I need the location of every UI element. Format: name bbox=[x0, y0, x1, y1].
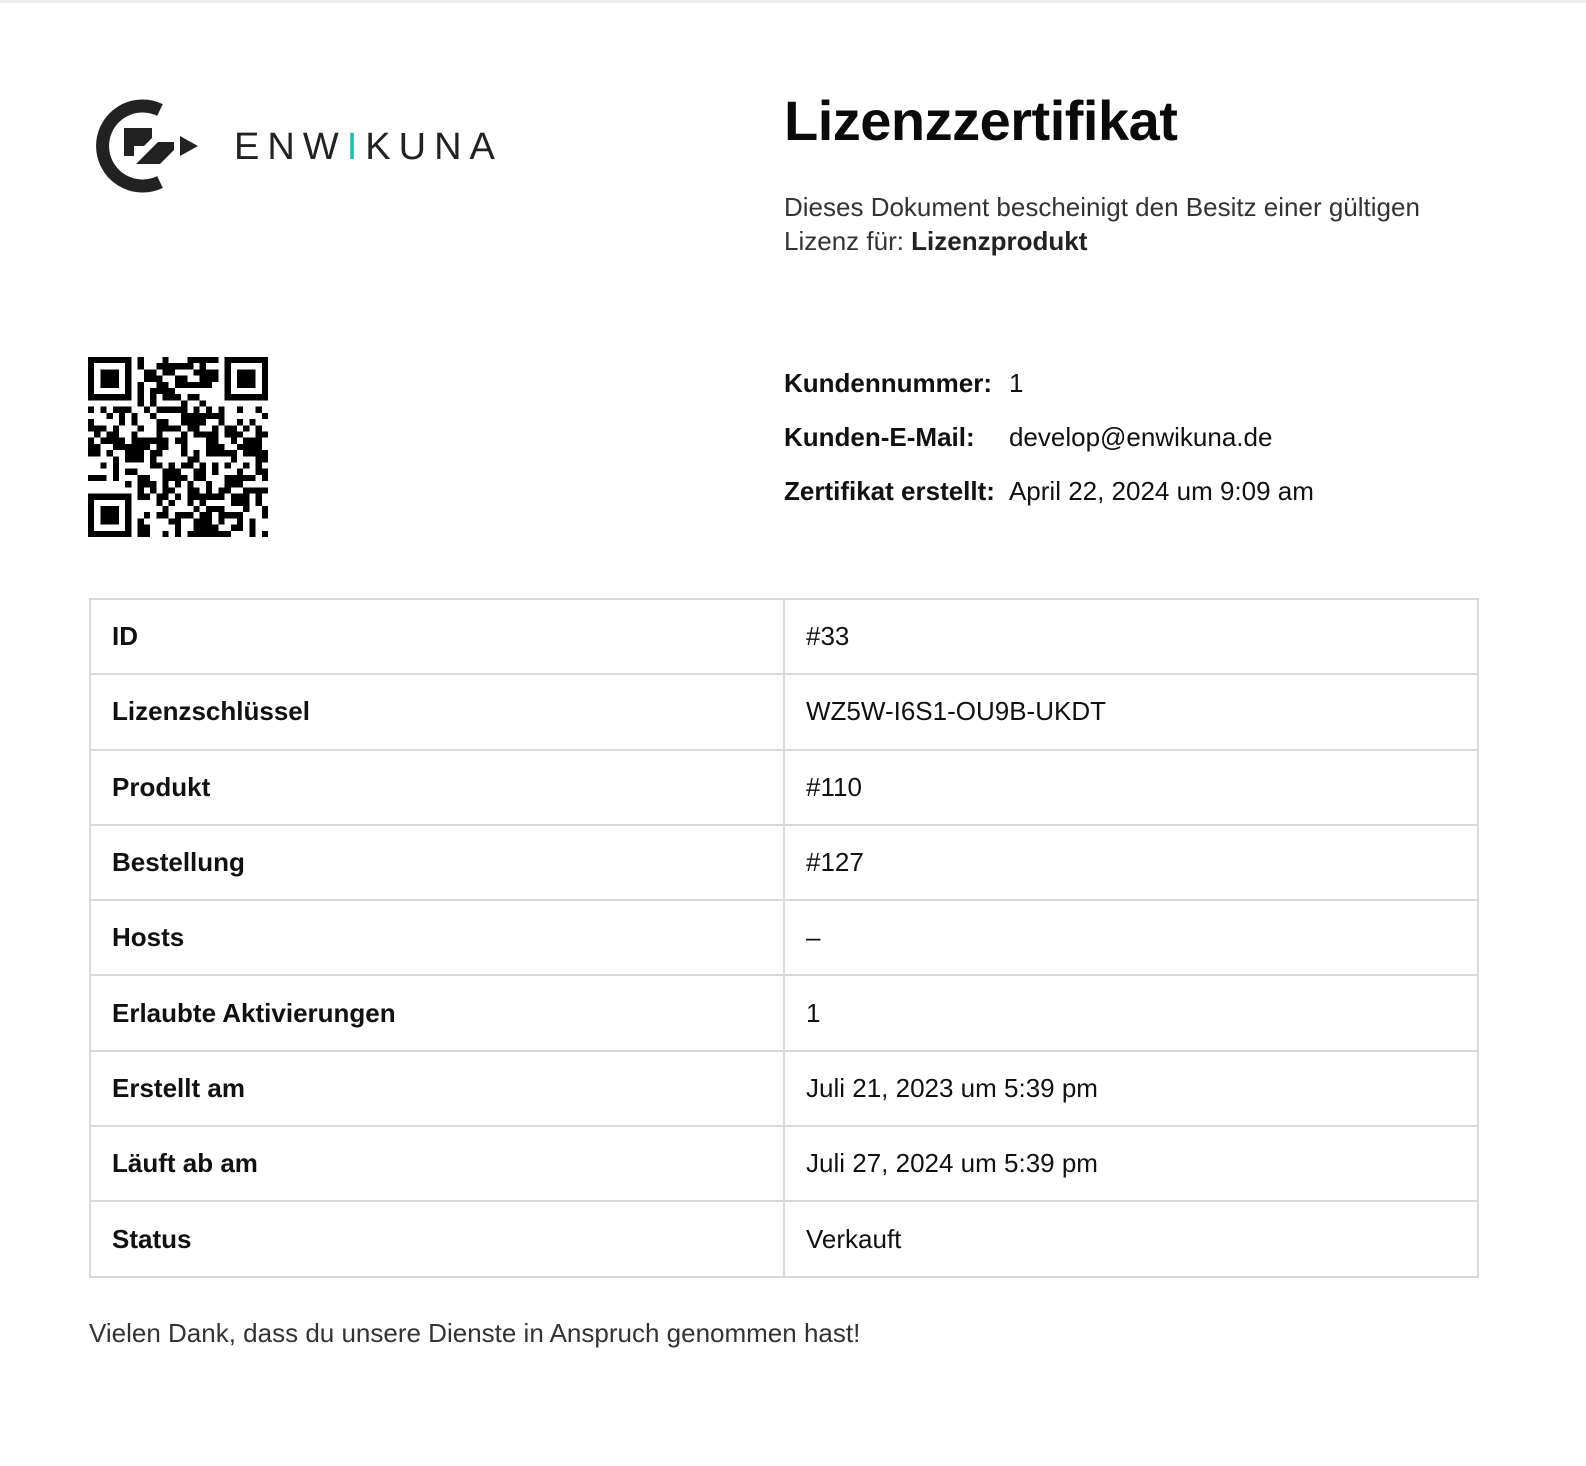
table-row bbox=[90, 1201, 1478, 1276]
row-value: WZ5W-I6S1-OU9B-UKDT bbox=[784, 674, 1478, 749]
customer-info bbox=[784, 356, 1314, 518]
row-value: Juli 27, 2024 um 5:39 pm bbox=[784, 1126, 1478, 1201]
customer-email-row bbox=[784, 410, 1314, 464]
table-row bbox=[90, 750, 1478, 825]
row-value: Juli 21, 2023 um 5:39 pm bbox=[784, 1051, 1478, 1126]
brand-letter-u: U bbox=[398, 126, 435, 168]
brand-letter-a: A bbox=[469, 126, 503, 168]
qr-code-icon bbox=[88, 357, 268, 537]
row-value: 1 bbox=[784, 975, 1478, 1050]
intro-text bbox=[784, 190, 1484, 258]
customer-email-label: Kunden-E-Mail: bbox=[784, 421, 975, 452]
certificate-created-label: Zertifikat erstellt: bbox=[784, 475, 995, 506]
row-label: Bestellung bbox=[90, 825, 784, 900]
table-row bbox=[90, 599, 1478, 674]
table-row bbox=[90, 900, 1478, 975]
row-value: #33 bbox=[784, 599, 1478, 674]
row-label: Läuft ab am bbox=[90, 1126, 784, 1201]
table-row bbox=[90, 975, 1478, 1050]
customer-number-value: 1 bbox=[1008, 367, 1024, 398]
enwikuna-logo-icon bbox=[88, 94, 212, 198]
table-row bbox=[90, 1051, 1478, 1126]
brand-letter-w: W bbox=[302, 126, 347, 168]
brand-letter-i: I bbox=[346, 126, 366, 168]
brand-letter-n2: N bbox=[434, 126, 470, 168]
row-label: Erlaubte Aktivierungen bbox=[90, 975, 784, 1050]
customer-number-label: Kundennummer: bbox=[784, 367, 992, 398]
brand-letter-n: N bbox=[267, 126, 303, 168]
row-label: Produkt bbox=[90, 750, 784, 825]
row-label: Hosts bbox=[90, 900, 784, 975]
certificate-created-value: April 22, 2024 um 9:09 am bbox=[1008, 475, 1314, 506]
page-title: Lizenzzertifikat bbox=[784, 89, 1178, 152]
intro-sentence: Dieses Dokument bescheinigt den Besitz einer gültigen Lizenz für: bbox=[784, 192, 1420, 256]
table-row bbox=[90, 674, 1478, 749]
row-label: Status bbox=[90, 1201, 784, 1276]
row-value: – bbox=[784, 900, 1478, 975]
table-row bbox=[90, 1126, 1478, 1201]
row-value: #127 bbox=[784, 825, 1478, 900]
brand-logo bbox=[88, 94, 503, 198]
brand-letter-e: E bbox=[234, 126, 268, 168]
row-value: Verkauft bbox=[784, 1201, 1478, 1276]
row-label: Erstellt am bbox=[90, 1051, 784, 1126]
row-label: Lizenzschlüssel bbox=[90, 674, 784, 749]
brand-wordmark bbox=[234, 126, 503, 166]
thank-you-note: Vielen Dank, dass du unsere Dienste in Anspruch genommen hast! bbox=[89, 1318, 861, 1348]
table-row bbox=[90, 825, 1478, 900]
customer-number-row bbox=[784, 356, 1314, 410]
customer-email-value: develop@enwikuna.de bbox=[1008, 421, 1273, 452]
certificate-created-row bbox=[784, 464, 1314, 518]
license-details-table bbox=[89, 598, 1479, 1278]
row-value: #110 bbox=[784, 750, 1478, 825]
product-name: Lizenzprodukt bbox=[911, 226, 1088, 256]
row-label: ID bbox=[90, 599, 784, 674]
top-divider bbox=[0, 0, 1586, 3]
brand-letter-k: K bbox=[365, 126, 399, 168]
